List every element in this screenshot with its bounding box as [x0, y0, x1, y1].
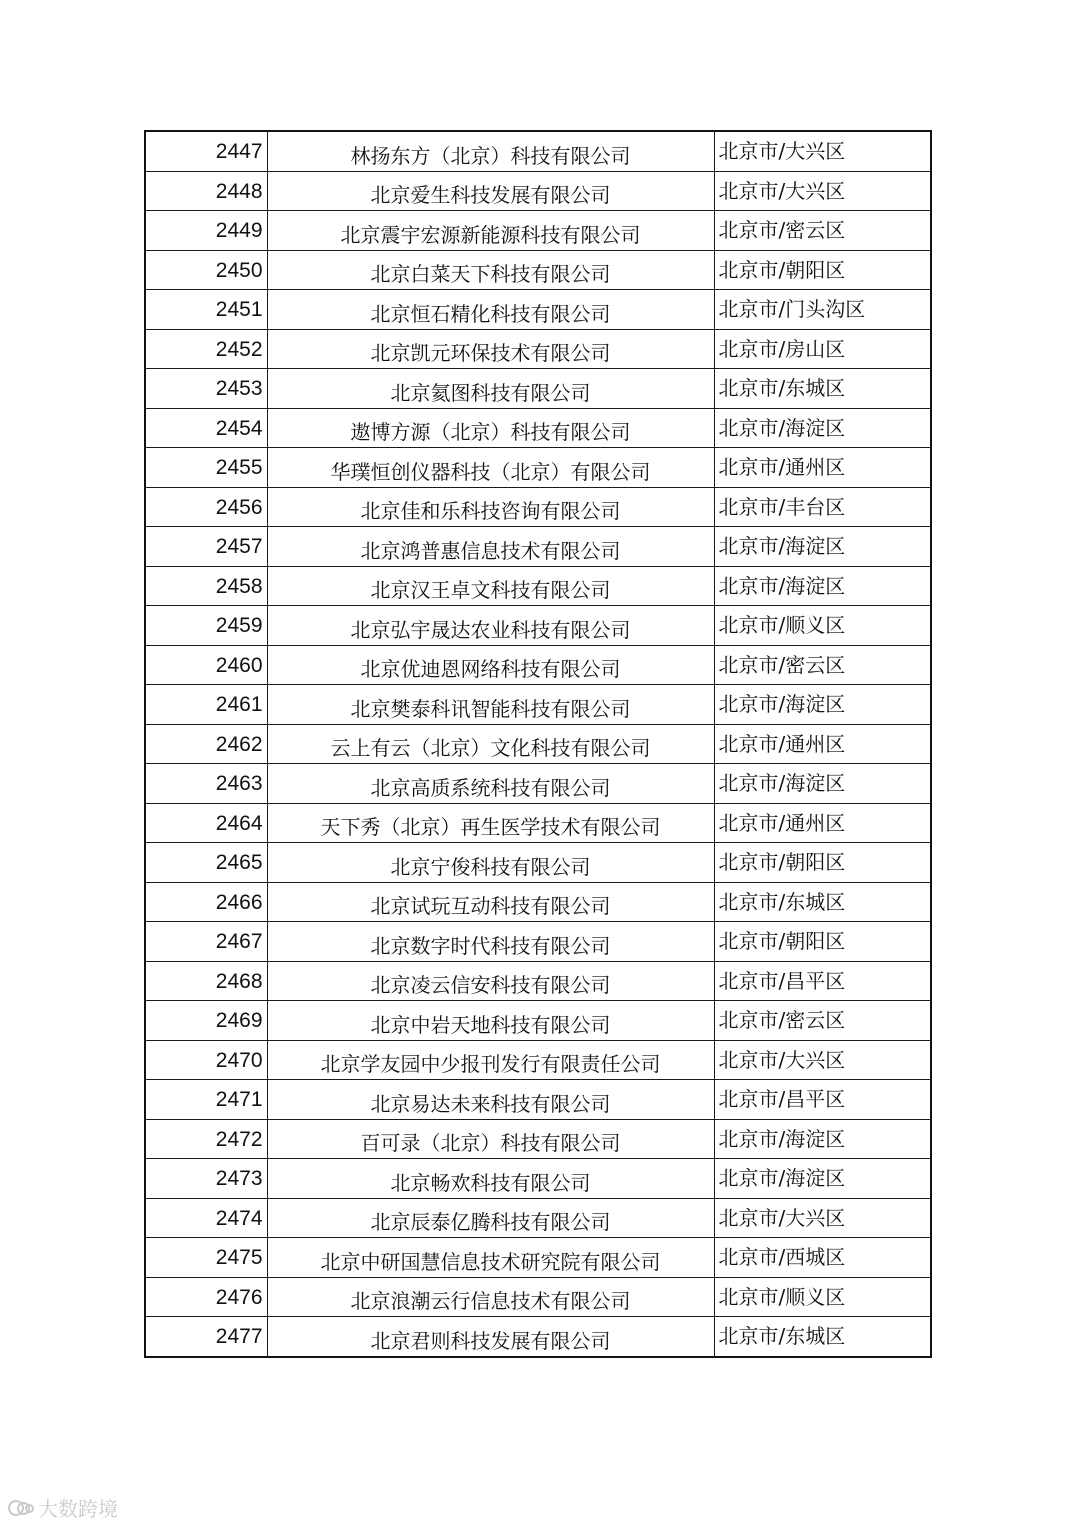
- location-cell: 北京市/密云区: [714, 1001, 931, 1041]
- company-name-cell: 华璞恒创仪器科技（北京）有限公司: [267, 448, 714, 488]
- row-number-cell: 2448: [145, 171, 267, 211]
- table-row: [145, 448, 931, 488]
- row-number-cell: 2460: [145, 645, 267, 685]
- location-cell: 北京市/海淀区: [714, 1119, 931, 1159]
- company-name-cell: 北京易达未来科技有限公司: [267, 1080, 714, 1120]
- location-cell: 北京市/大兴区: [714, 1198, 931, 1238]
- location-cell: 北京市/朝阳区: [714, 843, 931, 883]
- row-number-cell: 2469: [145, 1001, 267, 1041]
- row-number-cell: 2477: [145, 1317, 267, 1357]
- location-cell: 北京市/西城区: [714, 1238, 931, 1278]
- watermark-logo-icon: [8, 1498, 32, 1518]
- table-row: [145, 1001, 931, 1041]
- location-cell: 北京市/密云区: [714, 645, 931, 685]
- watermark: [8, 1493, 118, 1522]
- row-number-cell: 2472: [145, 1119, 267, 1159]
- table-row: [145, 961, 931, 1001]
- table-row: [145, 487, 931, 527]
- row-number-cell: 2462: [145, 724, 267, 764]
- row-number-cell: 2447: [145, 131, 267, 171]
- company-list-sheet: [144, 130, 930, 1358]
- table-row: [145, 527, 931, 567]
- location-cell: 北京市/海淀区: [714, 764, 931, 804]
- location-cell: 北京市/昌平区: [714, 1080, 931, 1120]
- row-number-cell: 2467: [145, 922, 267, 962]
- row-number-cell: 2461: [145, 685, 267, 725]
- company-name-cell: 北京中研国慧信息技术研究院有限公司: [267, 1238, 714, 1278]
- row-number-cell: 2455: [145, 448, 267, 488]
- row-number-cell: 2453: [145, 369, 267, 409]
- row-number-cell: 2452: [145, 329, 267, 369]
- company-name-cell: 北京汉王卓文科技有限公司: [267, 566, 714, 606]
- company-name-cell: 北京优迪恩网络科技有限公司: [267, 645, 714, 685]
- location-cell: 北京市/顺义区: [714, 606, 931, 646]
- company-name-cell: 北京鸿普惠信息技术有限公司: [267, 527, 714, 567]
- table-row: [145, 606, 931, 646]
- location-cell: 北京市/朝阳区: [714, 922, 931, 962]
- table-row: [145, 685, 931, 725]
- company-name-cell: 天下秀（北京）再生医学技术有限公司: [267, 803, 714, 843]
- table-row: [145, 1198, 931, 1238]
- company-table: [144, 130, 932, 1358]
- watermark-text: 大数跨境: [38, 1497, 118, 1521]
- table-row: [145, 290, 931, 330]
- location-cell: 北京市/通州区: [714, 803, 931, 843]
- table-row: [145, 1238, 931, 1278]
- row-number-cell: 2465: [145, 843, 267, 883]
- row-number-cell: 2458: [145, 566, 267, 606]
- company-name-cell: 百可录（北京）科技有限公司: [267, 1119, 714, 1159]
- location-cell: 北京市/通州区: [714, 724, 931, 764]
- row-number-cell: 2451: [145, 290, 267, 330]
- row-number-cell: 2470: [145, 1040, 267, 1080]
- row-number-cell: 2471: [145, 1080, 267, 1120]
- row-number-cell: 2463: [145, 764, 267, 804]
- location-cell: 北京市/海淀区: [714, 685, 931, 725]
- table-row: [145, 1159, 931, 1199]
- company-table-body: [145, 131, 931, 1357]
- location-cell: 北京市/大兴区: [714, 131, 931, 171]
- location-cell: 北京市/昌平区: [714, 961, 931, 1001]
- location-cell: 北京市/房山区: [714, 329, 931, 369]
- location-cell: 北京市/朝阳区: [714, 250, 931, 290]
- company-name-cell: 北京白菜天下科技有限公司: [267, 250, 714, 290]
- table-row: [145, 843, 931, 883]
- location-cell: 北京市/丰台区: [714, 487, 931, 527]
- location-cell: 北京市/海淀区: [714, 1159, 931, 1199]
- company-name-cell: 北京宁俊科技有限公司: [267, 843, 714, 883]
- row-number-cell: 2468: [145, 961, 267, 1001]
- company-name-cell: 北京樊泰科讯智能科技有限公司: [267, 685, 714, 725]
- row-number-cell: 2464: [145, 803, 267, 843]
- company-name-cell: 北京佳和乐科技咨询有限公司: [267, 487, 714, 527]
- table-row: [145, 329, 931, 369]
- location-cell: 北京市/密云区: [714, 211, 931, 251]
- company-name-cell: 北京畅欢科技有限公司: [267, 1159, 714, 1199]
- location-cell: 北京市/大兴区: [714, 1040, 931, 1080]
- company-name-cell: 北京试玩互动科技有限公司: [267, 882, 714, 922]
- company-name-cell: 北京高质系统科技有限公司: [267, 764, 714, 804]
- row-number-cell: 2454: [145, 408, 267, 448]
- row-number-cell: 2474: [145, 1198, 267, 1238]
- company-name-cell: 北京数字时代科技有限公司: [267, 922, 714, 962]
- company-name-cell: 北京弘宇晟达农业科技有限公司: [267, 606, 714, 646]
- company-name-cell: 北京氦图科技有限公司: [267, 369, 714, 409]
- company-name-cell: 北京恒石精化科技有限公司: [267, 290, 714, 330]
- row-number-cell: 2457: [145, 527, 267, 567]
- location-cell: 北京市/东城区: [714, 882, 931, 922]
- company-name-cell: 北京震宇宏源新能源科技有限公司: [267, 211, 714, 251]
- table-row: [145, 1080, 931, 1120]
- table-row: [145, 645, 931, 685]
- table-row: [145, 131, 931, 171]
- company-name-cell: 北京浪潮云行信息技术有限公司: [267, 1277, 714, 1317]
- company-name-cell: 北京君则科技发展有限公司: [267, 1317, 714, 1357]
- company-name-cell: 北京凯元环保技术有限公司: [267, 329, 714, 369]
- company-name-cell: 云上有云（北京）文化科技有限公司: [267, 724, 714, 764]
- table-row: [145, 566, 931, 606]
- company-name-cell: 北京爱生科技发展有限公司: [267, 171, 714, 211]
- row-number-cell: 2473: [145, 1159, 267, 1199]
- table-row: [145, 250, 931, 290]
- location-cell: 北京市/海淀区: [714, 408, 931, 448]
- row-number-cell: 2456: [145, 487, 267, 527]
- table-row: [145, 764, 931, 804]
- table-row: [145, 724, 931, 764]
- table-row: [145, 1119, 931, 1159]
- company-name-cell: 北京凌云信安科技有限公司: [267, 961, 714, 1001]
- location-cell: 北京市/海淀区: [714, 527, 931, 567]
- row-number-cell: 2476: [145, 1277, 267, 1317]
- location-cell: 北京市/东城区: [714, 369, 931, 409]
- company-name-cell: 北京辰泰亿腾科技有限公司: [267, 1198, 714, 1238]
- location-cell: 北京市/大兴区: [714, 171, 931, 211]
- table-row: [145, 1317, 931, 1357]
- row-number-cell: 2466: [145, 882, 267, 922]
- company-name-cell: 林扬东方（北京）科技有限公司: [267, 131, 714, 171]
- table-row: [145, 369, 931, 409]
- table-row: [145, 882, 931, 922]
- location-cell: 北京市/东城区: [714, 1317, 931, 1357]
- company-name-cell: 北京学友园中少报刊发行有限责任公司: [267, 1040, 714, 1080]
- row-number-cell: 2459: [145, 606, 267, 646]
- location-cell: 北京市/顺义区: [714, 1277, 931, 1317]
- row-number-cell: 2449: [145, 211, 267, 251]
- table-row: [145, 408, 931, 448]
- table-row: [145, 803, 931, 843]
- location-cell: 北京市/通州区: [714, 448, 931, 488]
- table-row: [145, 922, 931, 962]
- table-row: [145, 1277, 931, 1317]
- company-name-cell: 北京中岩天地科技有限公司: [267, 1001, 714, 1041]
- row-number-cell: 2475: [145, 1238, 267, 1278]
- location-cell: 北京市/门头沟区: [714, 290, 931, 330]
- row-number-cell: 2450: [145, 250, 267, 290]
- location-cell: 北京市/海淀区: [714, 566, 931, 606]
- table-row: [145, 1040, 931, 1080]
- company-name-cell: 遨博方源（北京）科技有限公司: [267, 408, 714, 448]
- table-row: [145, 211, 931, 251]
- table-row: [145, 171, 931, 211]
